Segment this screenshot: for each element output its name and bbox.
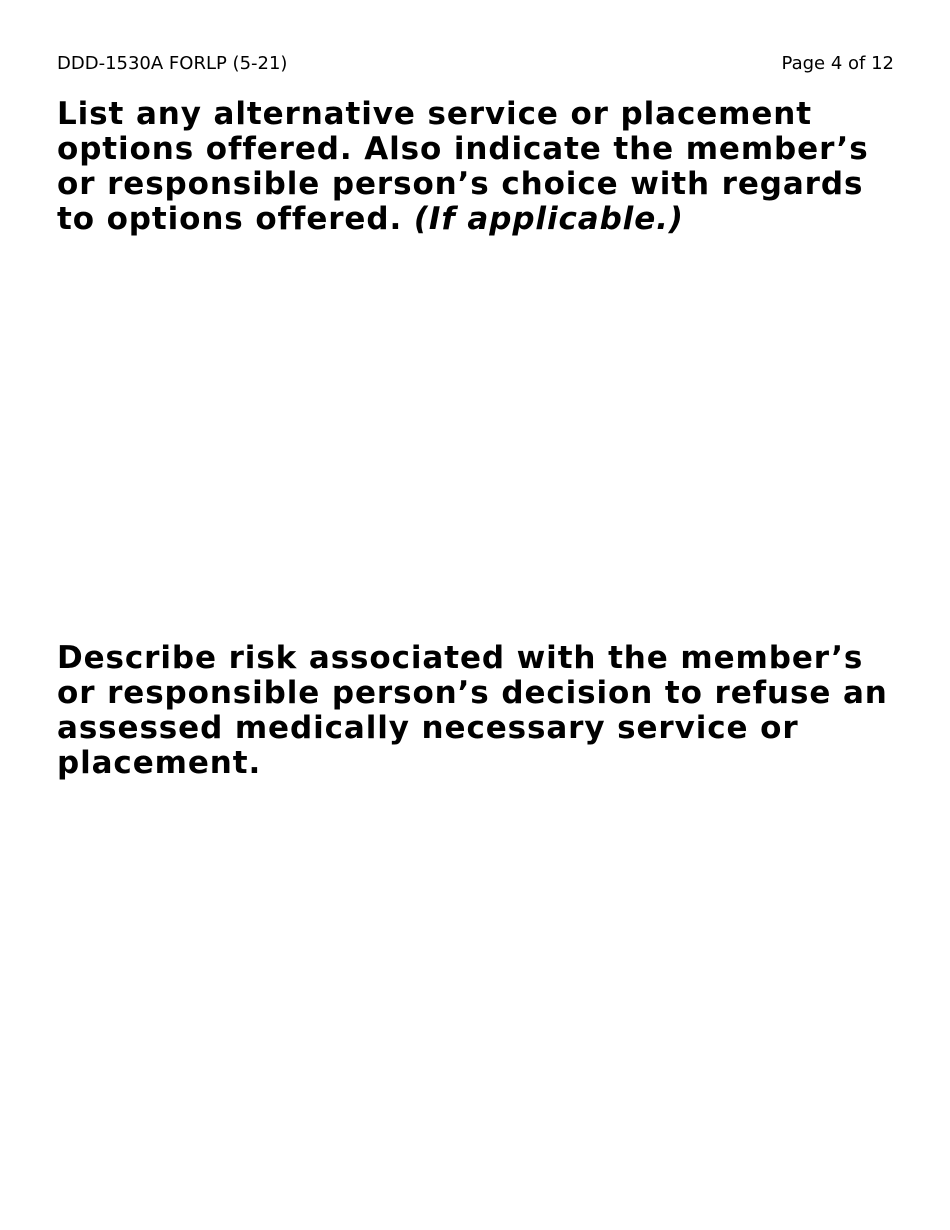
section-heading-text: Describe risk associated with the member’s or responsible person’s decision to refuse an assessed medically necessary service or placement.: [57, 640, 888, 781]
alternative-options-response-area[interactable]: [57, 245, 894, 630]
section-heading-alternative-options: [57, 97, 897, 237]
refusal-risk-response-area[interactable]: [57, 790, 894, 1190]
form-id: DDD-1530A FORLP (5-21): [57, 53, 288, 74]
page-number: Page 4 of 12: [781, 53, 894, 74]
page-header: [57, 52, 894, 76]
section-heading-refusal-risk: [57, 641, 897, 781]
section-heading-note: (If applicable.): [413, 201, 684, 237]
section-heading-text: List any alternative service or placement options offered. Also indicate the member’s or responsible person’s choice with regards to options offered.: [57, 96, 869, 237]
